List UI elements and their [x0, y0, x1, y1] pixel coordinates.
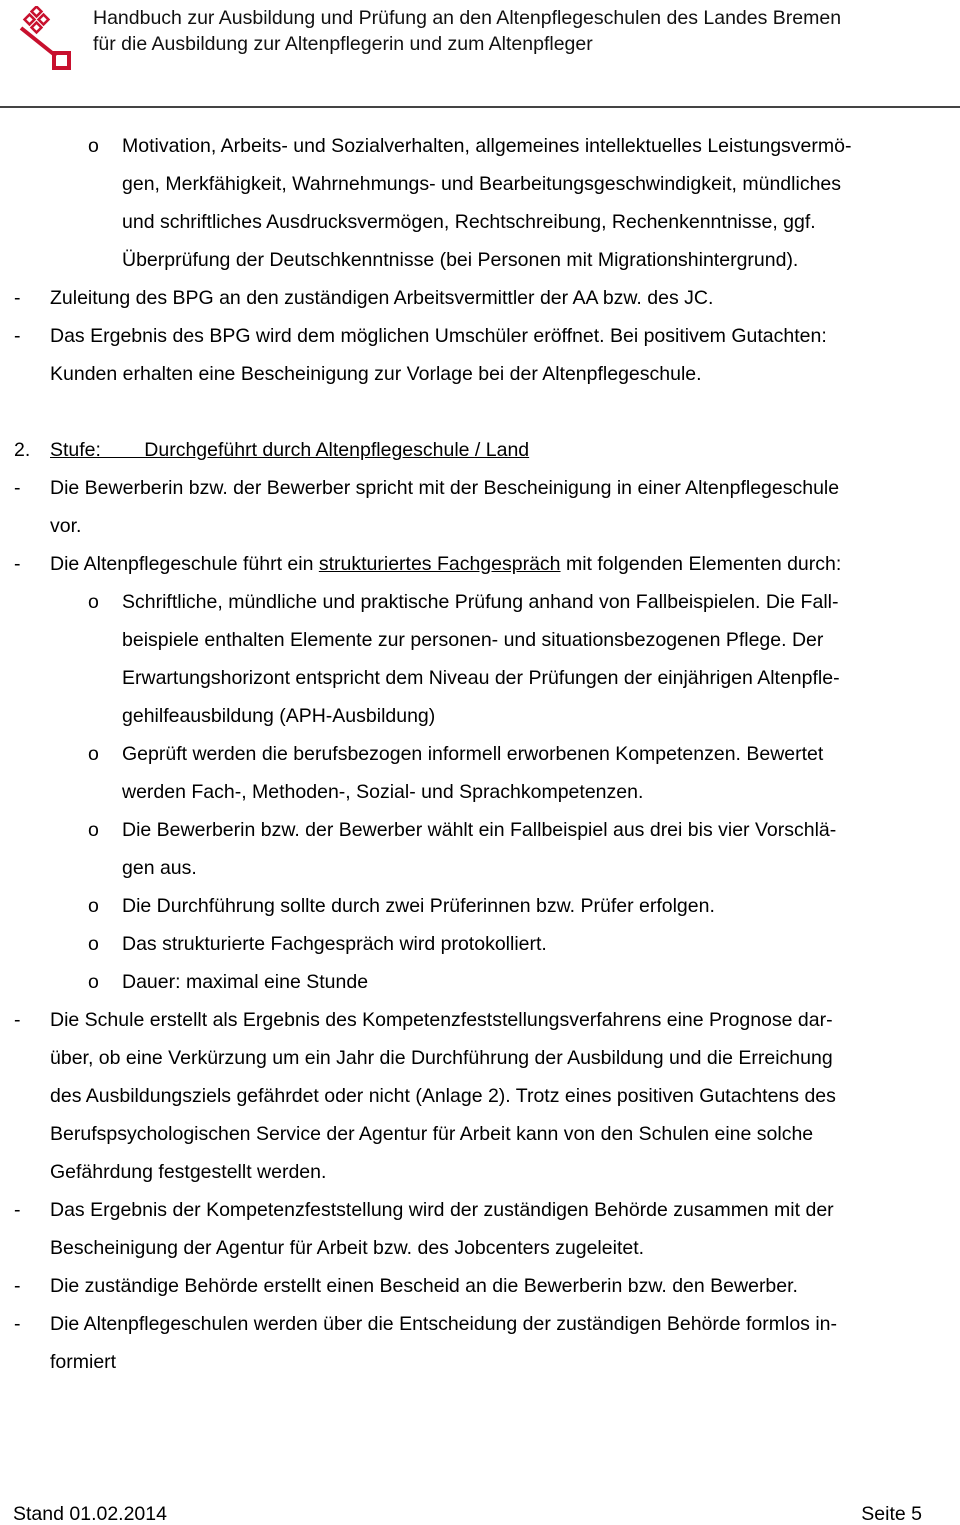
- bullet-dash: -: [14, 325, 21, 347]
- text-line: [122, 134, 851, 158]
- text-segment: Schriftliche, mündliche und praktische Prüfung anhand von Fallbeispielen. Die Fall-: [122, 591, 839, 613]
- text-line: [122, 856, 197, 880]
- text-line: [50, 1046, 833, 1070]
- text-segment: gen, Merkfähigkeit, Wahrnehmungs- und Bearbeitungsgeschwindigkeit, mündliches: [122, 173, 842, 195]
- text-line: [122, 742, 823, 766]
- text-line: [122, 590, 838, 614]
- text-segment: beispiele enthalten Elemente zur personen- und situationsbezogenen Pflege. Der: [122, 629, 824, 651]
- text-line: [50, 362, 702, 386]
- text-line: [122, 780, 643, 804]
- text-segment: Die zuständige Behörde erstellt einen Bescheid an die Bewerberin bzw. den Bewerber.: [50, 1275, 798, 1297]
- text-line: [50, 1236, 644, 1260]
- text-segment: formiert: [50, 1351, 117, 1373]
- bullet-circle: o: [88, 971, 99, 993]
- text-segment: Kunden erhalten eine Bescheinigung zur Vorlage bei der Altenpflegeschule.: [50, 363, 702, 385]
- bullet-circle: o: [88, 933, 99, 955]
- text-line: [50, 324, 827, 348]
- text-segment: Stufe: Durchgeführt durch Altenpflegeschule / Land: [50, 439, 530, 461]
- text-line: [122, 248, 798, 272]
- text-line: [122, 704, 435, 728]
- text-segment: Bescheinigung der Agentur für Arbeit bzw. des Jobcenters zugeleitet.: [50, 1237, 645, 1259]
- header-title-line1: Handbuch zur Ausbildung und Prüfung an den Altenpflegeschulen des Landes Bremen: [93, 7, 842, 29]
- bullet-circle: o: [88, 895, 99, 917]
- bullet-dash: -: [14, 553, 21, 575]
- bremen-key-logo: [18, 6, 76, 76]
- text-segment: und schriftliches Ausdrucksvermögen, Rechtschreibung, Rechenkenntnisse, ggf.: [122, 211, 816, 233]
- text-segment: über, ob eine Verkürzung um ein Jahr die Durchführung der Ausbildung und die Erreichung: [50, 1047, 833, 1069]
- text-segment: Erwartungshorizont entspricht dem Niveau der Prüfungen der einjährigen Altenpfle-: [122, 667, 840, 689]
- text-line: [50, 1008, 833, 1032]
- text-segment: gen aus.: [122, 857, 197, 879]
- text-segment: Das strukturierte Fachgespräch wird protokolliert.: [122, 933, 547, 955]
- text-segment: mit folgenden Elementen durch:: [560, 553, 842, 575]
- bullet-circle: o: [88, 743, 99, 765]
- text-line: [50, 1274, 798, 1298]
- bullet-circle: o: [88, 591, 99, 613]
- text-line: [122, 970, 368, 994]
- bullet-dash: -: [14, 287, 21, 309]
- text-segment: Die Durchführung sollte durch zwei Prüferinnen bzw. Prüfer erfolgen.: [122, 895, 715, 917]
- text-segment: gehilfeausbildung (APH-Ausbildung): [122, 705, 436, 727]
- header-title-line2: für die Ausbildung zur Altenpflegerin und zum Altenpfleger: [93, 33, 593, 55]
- text-line: [122, 894, 715, 918]
- underlined-term: strukturiertes Fachgespräch: [318, 553, 561, 575]
- text-line: [122, 628, 823, 652]
- text-line: [50, 476, 839, 500]
- text-segment: werden Fach-, Methoden-, Sozial- und Sprachkompetenzen.: [122, 781, 644, 803]
- text-line: [122, 210, 816, 234]
- footer-date: Stand 01.02.2014: [13, 1503, 167, 1525]
- text-line: [50, 1122, 813, 1146]
- text-line: [50, 1160, 326, 1184]
- text-segment: vor.: [50, 515, 82, 537]
- text-line: [122, 172, 841, 196]
- text-segment: Die Schule erstellt als Ergebnis des Kompetenzfeststellungsverfahrens eine Prognose dar-: [50, 1009, 833, 1031]
- text-line: [122, 666, 840, 690]
- bullet-dash: -: [14, 1313, 21, 1335]
- text-line: [50, 514, 81, 538]
- text-line: [50, 1198, 834, 1222]
- text-segment: Die Bewerberin bzw. der Bewerber wählt ein Fallbeispiel aus drei bis vier Vorschlä-: [122, 819, 837, 841]
- text-line: [122, 818, 836, 842]
- bullet-dash: -: [14, 477, 21, 499]
- header-divider: [0, 106, 960, 108]
- text-segment: Die Altenpflegeschulen werden über die Entscheidung der zuständigen Behörde formlos in-: [50, 1313, 837, 1335]
- text-segment: Das Ergebnis der Kompetenzfeststellung wird der zuständigen Behörde zusammen mit der: [50, 1199, 834, 1221]
- text-segment: Die Bewerberin bzw. der Bewerber spricht mit der Bescheinigung in einer Altenpflegeschule: [50, 477, 840, 499]
- bullet-dash: -: [14, 1009, 21, 1031]
- bullet-dash: -: [14, 1275, 21, 1297]
- text-line: [50, 552, 841, 576]
- bullet-circle: o: [88, 819, 99, 841]
- text-segment: Berufspsychologischen Service der Agentur für Arbeit kann von den Schulen eine solche: [50, 1123, 814, 1145]
- text-line: [50, 1084, 836, 1108]
- text-segment: Zuleitung des BPG an den zuständigen Arbeitsvermittler der AA bzw. des JC.: [50, 287, 714, 309]
- text-segment: des Ausbildungsziels gefährdet oder nicht (Anlage 2). Trotz eines positiven Gutachtens des: [50, 1085, 836, 1107]
- bullet-circle: o: [88, 135, 99, 157]
- list-number: 2.: [14, 439, 31, 461]
- text-segment: Geprüft werden die berufsbezogen informell erworbenen Kompetenzen. Bewertet: [122, 743, 824, 765]
- text-line: [50, 1312, 837, 1336]
- footer-page-number: Seite 5: [861, 1503, 922, 1525]
- text-segment: Dauer: maximal eine Stunde: [122, 971, 369, 993]
- text-segment: Gefährdung festgestellt werden.: [50, 1161, 327, 1183]
- text-segment: Motivation, Arbeits- und Sozialverhalten, allgemeines intellektuelles Leistungsvermö-: [122, 135, 852, 157]
- text-line: [50, 1350, 116, 1374]
- bullet-dash: -: [14, 1199, 21, 1221]
- text-segment: Das Ergebnis des BPG wird dem möglichen Umschüler eröffnet. Bei positivem Gutachten:: [50, 325, 827, 347]
- text-line: [50, 286, 713, 310]
- text-line: [50, 438, 529, 462]
- text-segment: Die Altenpflegeschule führt ein: [50, 553, 319, 575]
- text-segment: Überprüfung der Deutschkenntnisse (bei Personen mit Migrationshintergrund).: [122, 249, 799, 271]
- text-line: [122, 932, 547, 956]
